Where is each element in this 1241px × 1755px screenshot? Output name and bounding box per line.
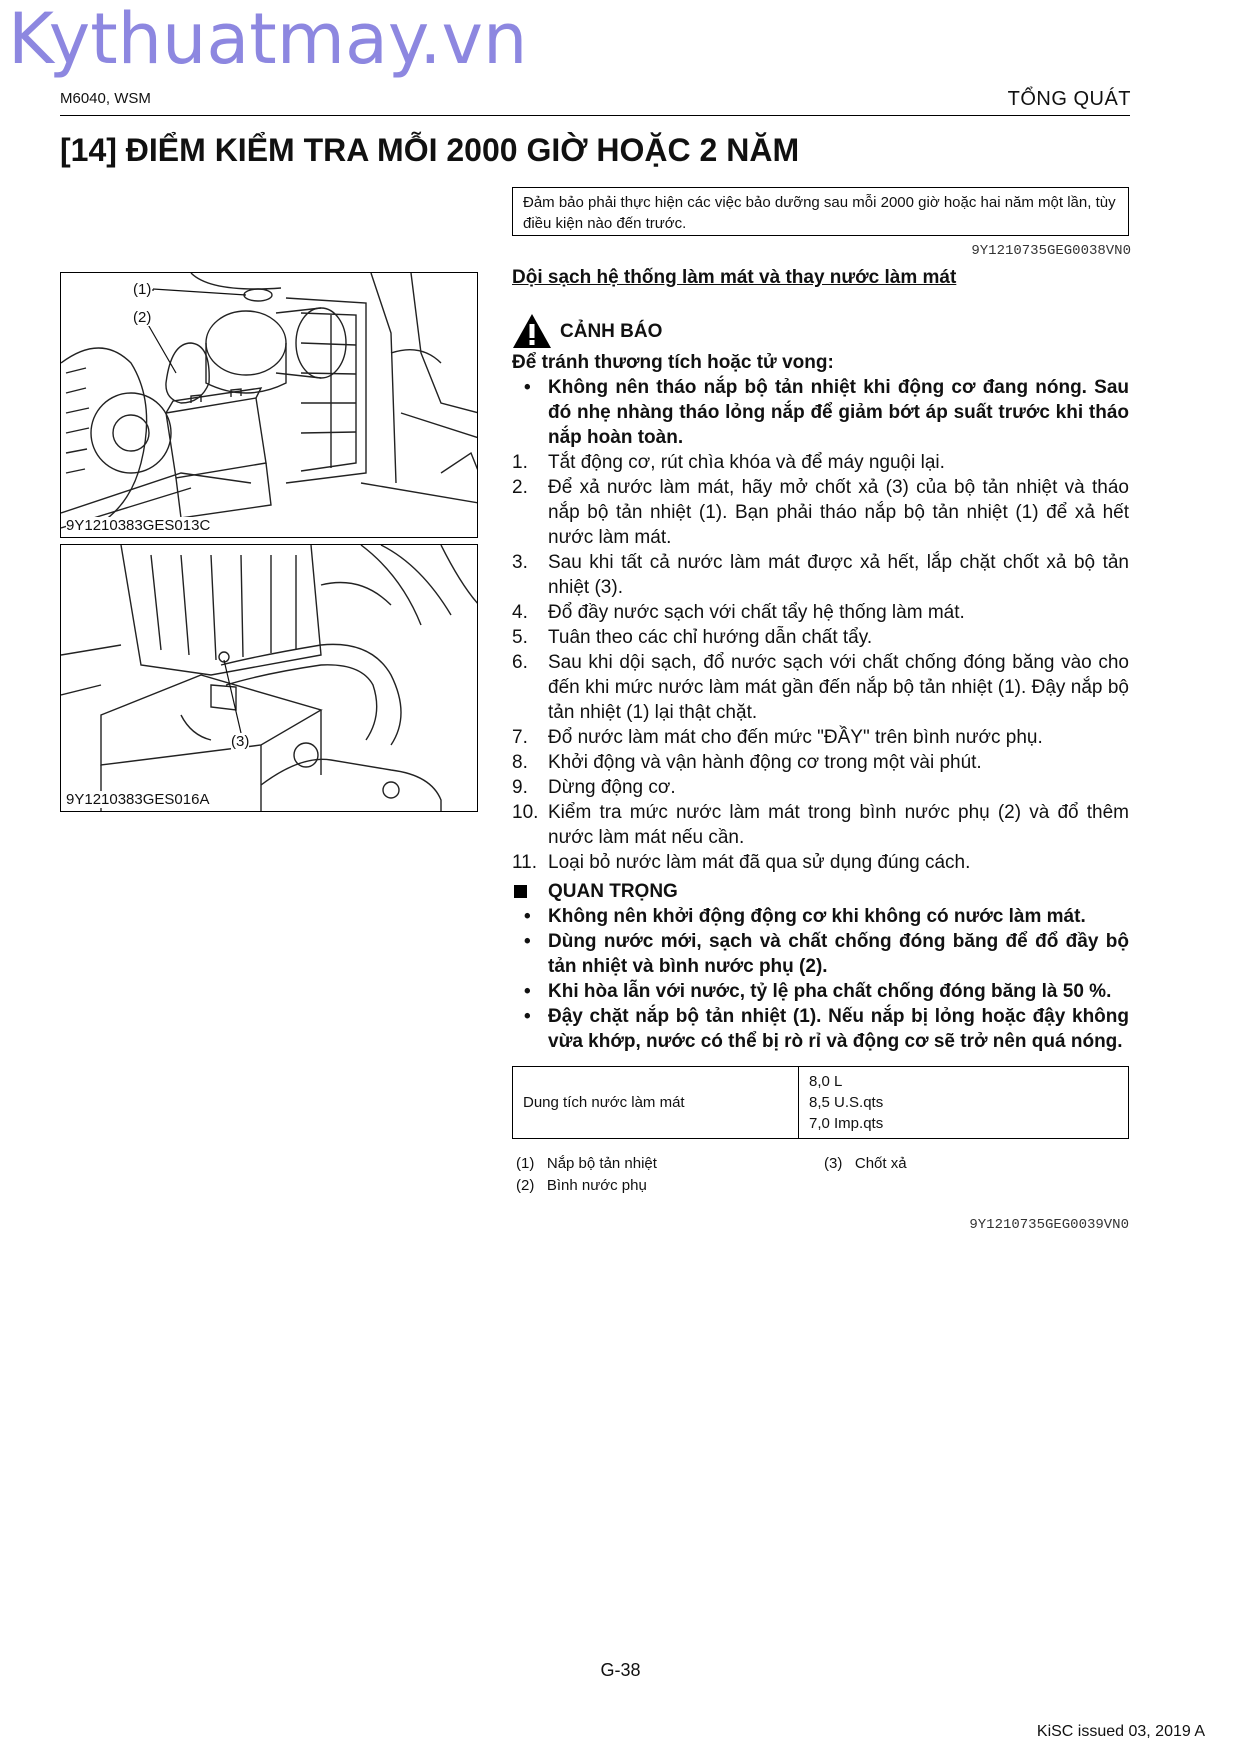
step-item: 7. Đổ nước làm mát cho đến mức "ĐẦY" trên bình nước phụ. xyxy=(512,727,1043,748)
figure-radiator-cap xyxy=(60,272,478,538)
intro-text: Đảm bảo phải thực hiện các việc bảo dưỡng sau mỗi 2000 giờ hoặc hai năm một lần, tùy điều kiện nào đến trước. xyxy=(523,194,1116,232)
step-item: 11. Loại bỏ nước làm mát đã qua sử dụng đúng cách. xyxy=(512,852,971,873)
warning-header xyxy=(512,312,1129,350)
capacity-value: 7,0 Imp.qts xyxy=(809,1115,884,1132)
legend-item: (3) Chốt xả xyxy=(824,1155,907,1172)
page-number: G-38 xyxy=(600,1660,641,1680)
important-item: • Khi hòa lẫn với nước, tỷ lệ pha chất chống đóng băng là 50 %. xyxy=(512,979,1129,1004)
issue-label: KiSC issued 03, 2019 A xyxy=(1036,1723,1205,1740)
important-item: • Dùng nước mới, sạch và chất chống đóng băng để đổ đầy bộ tản nhiệt và bình nước phụ (2). xyxy=(512,929,1129,979)
legend-item: (1) Nắp bộ tản nhiệt xyxy=(516,1155,657,1172)
step-item: 3. Sau khi tất cả nước làm mát được xả hết, lắp chặt chốt xả bộ tản nhiệt (3). xyxy=(512,552,1129,598)
legend-item: (2) Bình nước phụ xyxy=(516,1177,647,1194)
warning-list xyxy=(512,375,1129,450)
intro-box xyxy=(512,187,1129,236)
important-header xyxy=(512,879,1129,904)
step-item: 2. Để xả nước làm mát, hãy mở chốt xả (3) của bộ tản nhiệt và tháo nắp bộ tản nhiệt (1). Bạn phải tháo nắp bộ tản nhiệt (1) để xả hết nước làm mát. xyxy=(512,477,1129,548)
main-content xyxy=(512,265,1129,1238)
legend xyxy=(512,1153,1129,1201)
callout-2: (2) xyxy=(133,309,152,326)
step-item: 10. Kiểm tra mức nước làm mát trong bình nước phụ (2) và đổ thêm nước làm mát nếu cần. xyxy=(512,802,1129,848)
figure-drain-cock xyxy=(60,544,478,812)
page-title: [14] ĐIỂM KIỂM TRA MỖI 2000 GIỜ HOẶC 2 NĂM xyxy=(60,132,800,168)
radiator-illustration xyxy=(61,273,478,538)
warning-label: CẢNH BÁO xyxy=(560,320,663,342)
step-item: 6. Sau khi dội sạch, đổ nước sạch với chất chống đóng băng vào cho đến khi mức nước làm mát gần đến nắp bộ tản nhiệt (1). Đậy nắp bộ tản nhiệt (1) lại thật chặt. xyxy=(512,652,1129,723)
important-list xyxy=(512,904,1129,1054)
steps-list xyxy=(512,450,1129,875)
intro-code: 9Y1210735GEG0038VN0 xyxy=(971,243,1131,259)
warning-item: • Không nên tháo nắp bộ tản nhiệt khi động cơ đang nóng. Sau đó nhẹ nhàng tháo lỏng nắp để giảm bớt áp suất trước khi tháo nắp hoàn toàn. xyxy=(512,375,1129,450)
callout-1: (1) xyxy=(133,281,152,298)
callout-3: (3) xyxy=(231,733,250,750)
figure-code: 9Y1210383GES016A xyxy=(66,791,213,808)
header-model: M6040, WSM xyxy=(60,90,151,107)
figure-code: 9Y1210383GES013C xyxy=(66,517,214,534)
warning-triangle-icon xyxy=(512,313,552,349)
capacity-table xyxy=(512,1066,1129,1139)
step-item: 5. Tuân theo các chỉ hướng dẫn chất tẩy. xyxy=(512,627,873,648)
step-item: 4. Đổ đầy nước sạch với chất tẩy hệ thống làm mát. xyxy=(512,602,965,623)
header-rule xyxy=(60,115,1130,116)
section-code: 9Y1210735GEG0039VN0 xyxy=(969,1217,1129,1233)
important-item: • Không nên khởi động động cơ khi không có nước làm mát. xyxy=(512,904,1129,929)
step-item: 9. Dừng động cơ. xyxy=(512,777,676,798)
step-item: 1. Tắt động cơ, rút chìa khóa và để máy nguội lại. xyxy=(512,452,945,473)
capacity-label: Dung tích nước làm mát xyxy=(513,1067,799,1139)
drain-illustration xyxy=(61,545,478,812)
important-item: • Đậy chặt nắp bộ tản nhiệt (1). Nếu nắp bị lỏng hoặc đậy không vừa khớp, nước có thể bị rò rỉ và động cơ sẽ trở nên quá nóng. xyxy=(512,1004,1129,1054)
important-label: QUAN TRỌNG xyxy=(548,881,678,902)
black-square-icon xyxy=(514,885,527,898)
capacity-values xyxy=(799,1067,1129,1139)
warning-intro: Để tránh thương tích hoặc tử vong: xyxy=(512,352,834,373)
section-title: Dội sạch hệ thống làm mát và thay nước làm mát xyxy=(512,267,957,288)
capacity-value: 8,0 L xyxy=(809,1073,843,1090)
capacity-value: 8,5 U.S.qts xyxy=(809,1094,884,1111)
watermark: Kythuatmay.vn xyxy=(8,0,528,80)
header-section: TỔNG QUÁT xyxy=(1007,88,1131,110)
step-item: 8. Khởi động và vận hành động cơ trong một vài phút. xyxy=(512,752,982,773)
